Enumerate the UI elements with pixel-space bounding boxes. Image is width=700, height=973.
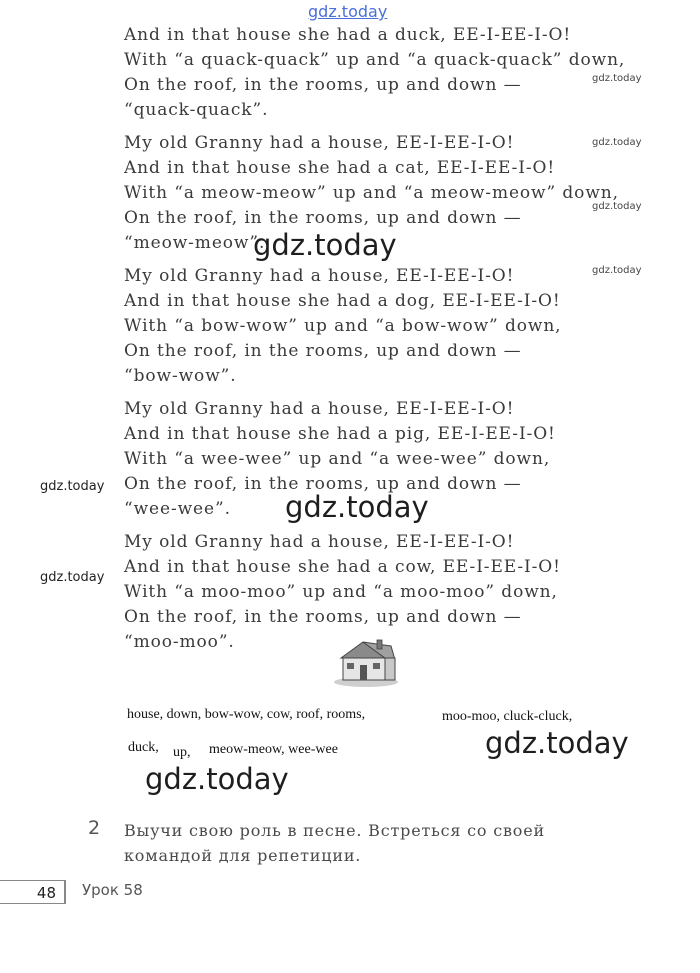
poem-line: With “a meow-meow” up and “a meow-meow” down, (124, 183, 619, 203)
watermark-big: gdz.today (285, 490, 429, 524)
watermark-small: gdz.today (40, 479, 105, 494)
answer-words-line-2b: up, (173, 745, 191, 760)
poem-line: “wee-wee”. (124, 499, 231, 519)
poem-line: On the roof, in the rooms, up and down — (124, 75, 522, 95)
poem-line: On the roof, in the rooms, up and down — (124, 474, 522, 494)
stanza-dog (124, 264, 561, 389)
watermark-big: gdz.today (253, 228, 397, 262)
answer-words-line-2c: meow-meow, wee-wee (209, 742, 338, 757)
watermark-small: gdz.today (40, 570, 105, 585)
poem-line: And in that house she had a pig, EE-I-EE-I-O! (124, 424, 556, 444)
poem-line: My old Granny had a house, EE-I-EE-I-O! (124, 266, 515, 286)
task-line: командой для репетиции. (124, 846, 362, 865)
poem-line: With “a wee-wee” up and “a wee-wee” down, (124, 449, 551, 469)
poem-line: My old Granny had a house, EE-I-EE-I-O! (124, 133, 515, 153)
poem-line: With “a bow-wow” up and “a bow-wow” down, (124, 316, 562, 336)
watermark-small: gdz.today (592, 73, 642, 84)
watermark-big: gdz.today (485, 726, 629, 760)
poem-line: On the roof, in the rooms, up and down — (124, 208, 522, 228)
stanza-duck (124, 23, 625, 123)
poem-line: “meow-meow”. (124, 233, 266, 253)
poem-line: On the roof, in the rooms, up and down — (124, 607, 522, 627)
task-instructions (124, 818, 545, 868)
answer-words-line-1a: house, down, bow-wow, cow, roof, rooms, (127, 707, 366, 722)
answer-words-line-2a: duck, (128, 740, 159, 755)
watermark-big: gdz.today (145, 762, 289, 796)
poem-line: And in that house she had a cow, EE-I-EE-I-O! (124, 557, 561, 577)
poem-line: “bow-wow”. (124, 366, 237, 386)
poem-line: “moo-moo”. (124, 632, 235, 652)
poem-line: On the roof, in the rooms, up and down — (124, 341, 522, 361)
poem-line: With “a quack-quack” up and “a quack-quack” down, (124, 50, 626, 70)
poem-line: My old Granny had a house, EE-I-EE-I-O! (124, 532, 515, 552)
poem-line: And in that house she had a cat, EE-I-EE-I-O! (124, 158, 556, 178)
task-number: 2 (88, 817, 101, 839)
house-illustration (333, 636, 399, 688)
poem-line: “quack-quack”. (124, 100, 269, 120)
poem-line: With “a moo-moo” up and “a moo-moo” down, (124, 582, 558, 602)
watermark-small: gdz.today (592, 265, 642, 276)
poem-line: My old Granny had a house, EE-I-EE-I-O! (124, 399, 515, 419)
answer-words-line-1b: moo-moo, cluck-cluck, (442, 709, 573, 724)
watermark-top: gdz.today (308, 2, 388, 21)
poem-line: And in that house she had a dog, EE-I-EE-I-O! (124, 291, 561, 311)
poem-line: And in that house she had a duck, EE-I-EE-I-O! (124, 25, 572, 45)
watermark-small: gdz.today (592, 137, 642, 148)
watermark-small: gdz.today (592, 201, 642, 212)
lesson-label: Урок 58 (82, 881, 143, 899)
task-line: Выучи свою роль в песне. Встреться со своей (124, 821, 545, 840)
page-number: 48 (0, 880, 66, 904)
